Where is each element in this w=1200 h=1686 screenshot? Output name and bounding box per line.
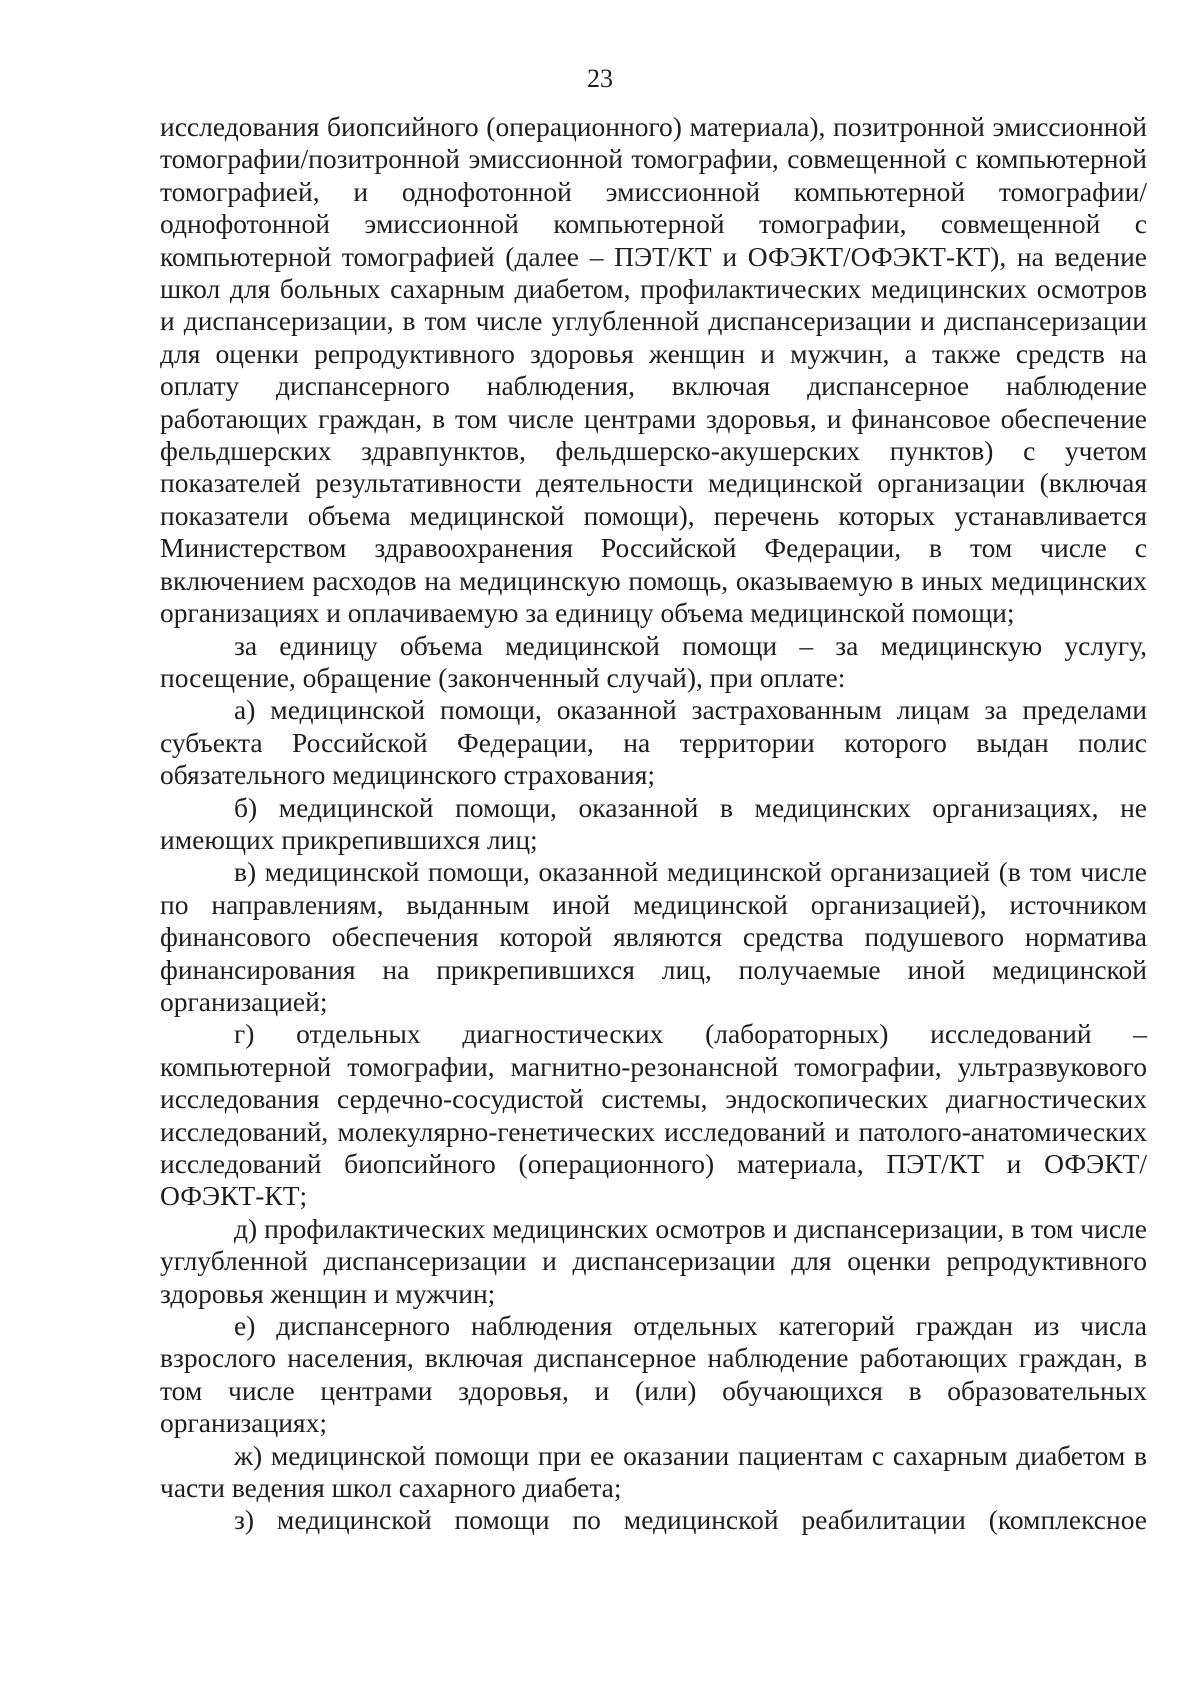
paragraph: б) медицинской помощи, оказанной в медицинских организациях, не имеющих прикрепившихся лиц;: [160, 791, 1147, 855]
paragraph: ж) медицинской помощи при ее оказании пациентам с сахарным диабетом в части ведения школ сахарного диабета;: [160, 1439, 1147, 1504]
paragraph: е) диспансерного наблюдения отдельных категорий граждан из числа взрослого населения, включая диспансерное наблюдение работающих граждан, в том числе центрами здоровья, и (или) обучающихся в образовательных организациях;: [160, 1310, 1147, 1439]
paragraph: д) профилактических медицинских осмотров и диспансеризации, в том числе углубленной диспансеризации и диспансеризации для оценки репродуктивного здоровья женщин и мужчин;: [160, 1212, 1147, 1309]
document-body: [160, 111, 1147, 1537]
paragraph: в) медицинской помощи, оказанной медицинской организацией (в том числе по направлениям, выданным иной медицинской организацией), источником финансового обеспечения которой являются средства подушевого норматива финансирования на прикрепившихся лиц, получаемые иной медицинской организацией;: [160, 856, 1147, 1017]
paragraph: г) отдельных диагностических (лабораторных) исследований – компьютерной томографии, магнитно-резонансной томографии, ультразвукового исследования сердечно-сосудистой системы, эндоскопических диагностических исследований, молекулярно-генетических исследований и патолого-анатомических исследований биопсийного (операционного) материала, ПЭТ/КТ и ОФЭКТ/ОФЭКТ-КТ;: [160, 1018, 1147, 1212]
paragraph: исследования биопсийного (операционного) материала), позитронной эмиссионной томографии/позитронной эмиссионной томографии, совмещенной с компьютерной томографией, и однофотонной эмиссионной компьютерной томографии/однофотонной эмиссионной компьютерной томографии, совмещенной с компьютерной томографией (далее – ПЭТ/КТ и ОФЭКТ/ОФЭКТ-КТ), на ведение школ для больных сахарным диабетом, профилактических медицинских осмотров и диспансеризации, в том числе углубленной диспансеризации и диспансеризации для оценки репродуктивного здоровья женщин и мужчин, а также средств на оплату диспансерного наблюдения, включая диспансерное наблюдение работающих граждан, в том числе центрами здоровья, и финансовое обеспечение фельдшерских здравпунктов, фельдшерско-акушерских пунктов) с учетом показателей результативности деятельности медицинской организации (включая показатели объема медицинской помощи), перечень которых устанавливается Министерством здравоохранения Российской Федерации, в том числе с включением расходов на медицинскую помощь, оказываемую в иных медицинских организациях и оплачиваемую за единицу объема медицинской помощи;: [160, 111, 1147, 629]
paragraph: з) медицинской помощи по медицинской реабилитации (комплексное: [234, 1504, 1147, 1536]
paragraph: а) медицинской помощи, оказанной застрахованным лицам за пределами субъекта Российской Федерации, на территории которого выдан полис обязательного медицинского страхования;: [160, 694, 1147, 791]
page-number: 23: [587, 64, 613, 93]
paragraph: за единицу объема медицинской помощи – за медицинскую услугу, посещение, обращение (законченный случай), при оплате:: [160, 629, 1147, 693]
